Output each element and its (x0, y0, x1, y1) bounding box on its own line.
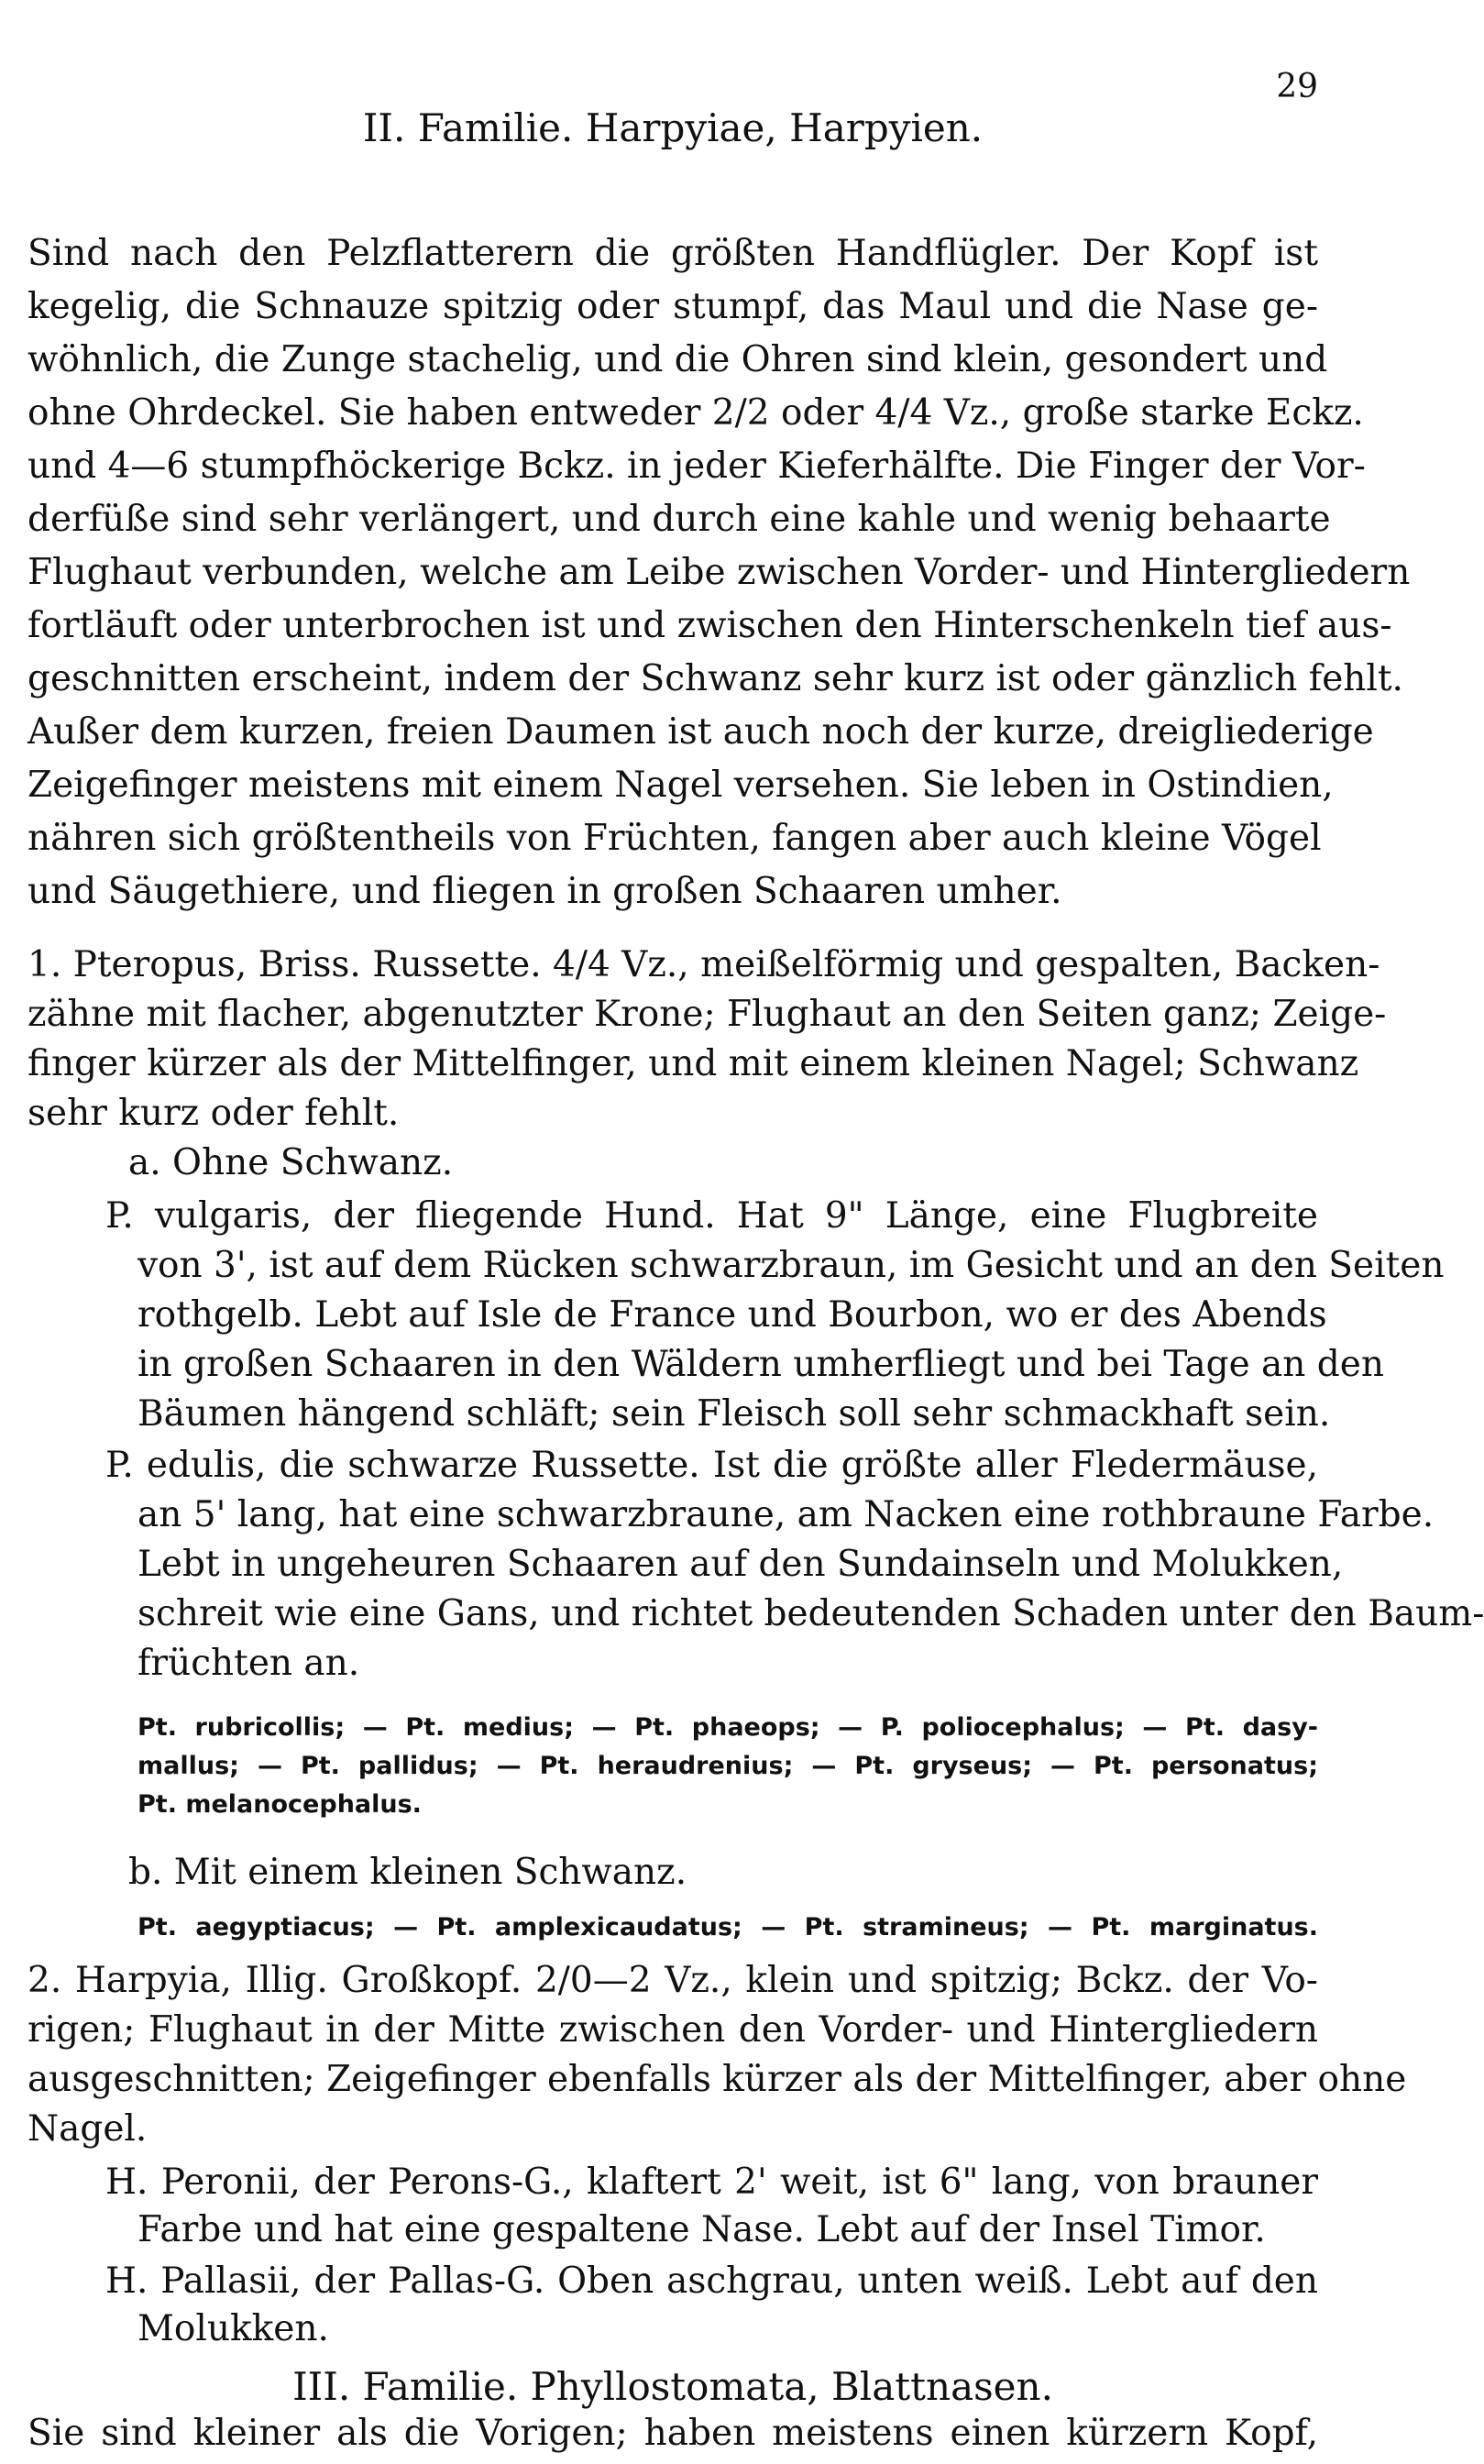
family-2-heading: II. Familie. Harpyiae, Harpyien. (362, 105, 984, 150)
text-line: H. Pallasii, der Pallas-G. Oben aschgrau, unten weiß. Lebt auf den (105, 2260, 1318, 2302)
text-line: Pt. rubricollis; — Pt. medius; — Pt. phaeops; — P. poliocephalus; — Pt. dasy- (137, 1713, 1318, 1742)
text-line: Pt. melanocephalus. (137, 1790, 422, 1819)
text-line: 1. Pteropus, Briss. Russette. 4/4 Vz., meißelförmig und gespalten, Backen- (27, 944, 1380, 985)
text-line: 2. Harpyia, Illig. Großkopf. 2/0—2 Vz., klein und spitzig; Bckz. der Vo- (27, 1960, 1318, 2001)
text-line: Pt. aegyptiacus; — Pt. amplexicaudatus; — Pt. stramineus; — Pt. marginatus. (137, 1913, 1318, 1942)
text-line: schreit wie eine Gans, und richtet bedeutenden Schaden unter den Baum- (137, 1593, 1484, 1634)
family-3-heading: III. Familie. Phyllostomata, Blattnasen. (292, 2364, 1053, 2409)
text-line: Nagel. (27, 2108, 148, 2150)
text-line: Sind nach den Pelzflatterern die größten Handflügler. Der Kopf ist (27, 233, 1318, 274)
text-line: Zeigefinger meistens mit einem Nagel versehen. Sie leben in Ostindien, (27, 764, 1334, 806)
text-line: derfüße sind sehr verlängert, und durch eine kahle und wenig behaarte (27, 499, 1331, 540)
text-line: an 5' lang, hat eine schwarzbraune, am Nacken eine rothbraune Farbe. (137, 1494, 1435, 1535)
subgroup-a-heading: a. Ohne Schwanz. (128, 1142, 454, 1183)
text-line: sehr kurz oder fehlt. (27, 1093, 400, 1134)
text-line: P. vulgaris, der fliegende Hund. Hat 9" Länge, eine Flugbreite (105, 1195, 1318, 1237)
text-line: zähne mit flacher, abgenutzter Krone; Flughaut an den Seiten ganz; Zeige- (27, 994, 1387, 1035)
text-line: Lebt in ungeheuren Schaaren auf den Sundainseln und Molukken, (137, 1544, 1344, 1585)
text-line: Molukken. (137, 2308, 329, 2349)
text-line: rigen; Flughaut in der Mitte zwischen den Vorder- und Hintergliedern (27, 2009, 1318, 2051)
text-line: Farbe und hat eine gespaltene Nase. Lebt auf der Insel Timor. (137, 2209, 1266, 2250)
text-line: wöhnlich, die Zunge stachelig, und die Ohren sind klein, gesondert und (27, 339, 1328, 380)
text-line: Bäumen hängend schläft; sein Fleisch soll sehr schmackhaft sein. (137, 1393, 1331, 1435)
text-line: früchten an. (137, 1643, 360, 1684)
text-line: Flughaut verbunden, welche am Leibe zwischen Vorder- und Hintergliedern (27, 552, 1411, 593)
text-line: nähren sich größtentheils von Früchten, fangen aber auch kleine Vögel (27, 818, 1322, 859)
text-line: finger kürzer als der Mittelfinger, und mit einem kleinen Nagel; Schwanz (27, 1043, 1359, 1084)
text-line: kegelig, die Schnauze spitzig oder stumpf, das Maul und die Nase ge- (27, 286, 1318, 327)
text-line: in großen Schaaren in den Wäldern umherfliegt und bei Tage an den (137, 1344, 1384, 1385)
page-number: 29 (1276, 68, 1318, 105)
text-line: ohne Ohrdeckel. Sie haben entweder 2/2 oder 4/4 Vz., große starke Eckz. (27, 392, 1364, 434)
text-line: ausgeschnitten; Zeigefinger ebenfalls kürzer als der Mittelfinger, aber ohne (27, 2059, 1407, 2100)
text-line: von 3', ist auf dem Rücken schwarzbraun, im Gesicht und an den Seiten (137, 1245, 1445, 1286)
text-line: und 4—6 stumpfhöckerige Bckz. in jeder Kieferhälfte. Die Finger der Vor- (27, 446, 1366, 487)
text-line: P. edulis, die schwarze Russette. Ist die größte aller Fledermäuse, (105, 1445, 1318, 1486)
text-line: mallus; — Pt. pallidus; — Pt. heraudrenius; — Pt. gryseus; — Pt. personatus; (137, 1752, 1318, 1780)
text-line: fortläuft oder unterbrochen ist und zwischen den Hinterschenkeln tief aus- (27, 605, 1392, 646)
subgroup-b-heading: b. Mit einem kleinen Schwanz. (128, 1852, 687, 1893)
text-line: rothgelb. Lebt auf Isle de France und Bourbon, wo er des Abends (137, 1294, 1327, 1336)
text-line: Sie sind kleiner als die Vorigen; haben meistens einen kürzern Kopf, (27, 2413, 1318, 2454)
text-line: Außer dem kurzen, freien Daumen ist auch noch der kurze, dreigliederige (27, 711, 1374, 753)
text-line: H. Peronii, der Perons-G., klaftert 2' weit, ist 6" lang, von brauner (105, 2162, 1318, 2203)
text-line: geschnitten erscheint, indem der Schwanz sehr kurz ist oder gänzlich fehlt. (27, 658, 1403, 699)
text-line: und Säugethiere, und fliegen in großen Schaaren umher. (27, 871, 1062, 912)
